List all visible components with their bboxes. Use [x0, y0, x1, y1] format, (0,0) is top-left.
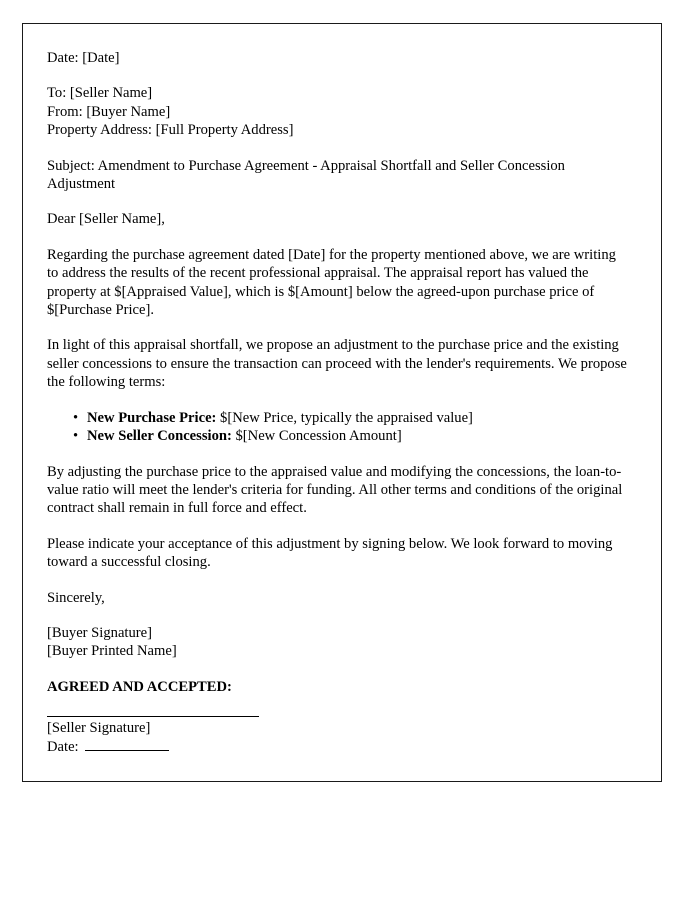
seller-signature-rule	[47, 716, 259, 717]
seller-date-blank	[85, 738, 169, 751]
date-block	[47, 49, 629, 67]
buyer-signature-placeholder: [Buyer Signature]	[47, 624, 152, 641]
seller-signature-label: [Seller Signature]	[47, 720, 151, 737]
document-content	[47, 49, 629, 756]
from-line: From: [Buyer Name]	[47, 103, 171, 120]
agreed-and-accepted-heading: AGREED AND ACCEPTED:	[47, 678, 232, 695]
buyer-signature-block	[47, 624, 629, 661]
document-page	[22, 23, 662, 782]
term-value-new-seller-concession: $[New Concession Amount]	[231, 428, 402, 445]
paragraph-acceptance-request: Please indicate your acceptance of this adjustment by signing below. We look forward to moving toward a successful closing.	[47, 535, 613, 571]
paragraph-loan-to-value: By adjusting the purchase price to the appraised value and modifying the concessions, the loan-to-value ratio will meet the lender's criteria for funding. All other terms and conditions of the original contract shall remain in full force and effect.	[47, 463, 623, 517]
bullet-icon: •	[73, 409, 79, 426]
date-line: Date: [Date]	[47, 50, 120, 66]
seller-date-row	[47, 738, 629, 756]
paragraph-appraisal-result: Regarding the purchase agreement dated [Date] for the property mentioned above, we are writing to address the results of the recent professional appraisal. The appraisal report has valued the property at $[Appraised Value], which is $[Amount] below the agreed-upon purchase price of $[Purchase Price].	[47, 246, 616, 319]
salutation: Dear [Seller Name],	[47, 211, 165, 228]
proposed-terms-list	[47, 409, 629, 446]
term-label-new-purchase-price: New Purchase Price:	[87, 409, 217, 426]
sincerely-line: Sincerely,	[47, 589, 105, 606]
term-label-new-seller-concession: New Seller Concession:	[87, 428, 232, 445]
subject-line: Subject: Amendment to Purchase Agreement - Appraisal Shortfall and Seller Concession Adjustment	[47, 157, 565, 193]
seller-date-label: Date:	[47, 738, 79, 755]
term-value-new-purchase-price: $[New Price, typically the appraised value]	[216, 409, 473, 426]
to-line: To: [Seller Name]	[47, 85, 153, 102]
bullet-icon: •	[73, 428, 79, 445]
list-item	[73, 409, 629, 427]
recipient-block	[47, 84, 629, 139]
property-address-line: Property Address: [Full Property Address]	[47, 122, 294, 139]
buyer-printed-name-placeholder: [Buyer Printed Name]	[47, 643, 177, 660]
list-item	[73, 427, 629, 445]
paragraph-proposed-adjustment: In light of this appraisal shortfall, we propose an adjustment to the purchase price and the existing seller concessions to ensure the transaction can proceed with the lender's requirements. We propose the following terms:	[47, 337, 627, 391]
